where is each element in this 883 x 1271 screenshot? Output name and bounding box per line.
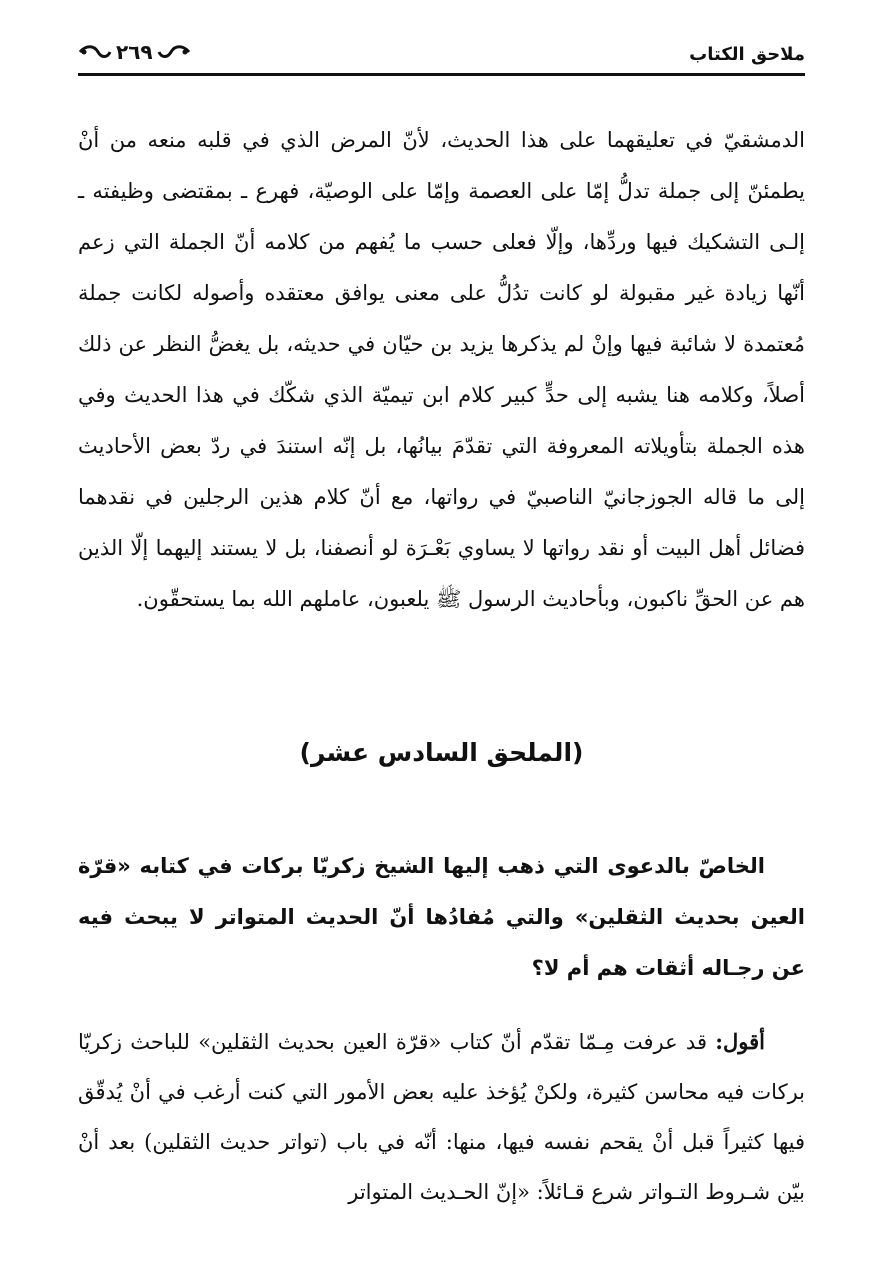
ornament-right-icon [157, 43, 191, 61]
ornament-left-icon [78, 43, 112, 61]
paragraph-continued: الدمشقيّ في تعليقهما على هذا الحديث، لأنّ المرض الذي في قلبه منعه من أنْ يطمئنّ إلى جملة تدلُّ إمّا على العصمة وإمّا على الوصيّة، فهرع ـ بمقتضى وظيفته ـ إلـى التشكيك فيها وردِّها، وإلّا فعلى حسب ما يُفهم من كلامه أنّ الجملة التي زعم أنّها زيادة غير مقبولة لو كانت تدُلُّ على معنى يوافق معتقده وأصوله لكانت جملة مُعتمدة لا شائبة فيها وإنْ لم يذكرها يزيد بن حيّان في حديثه، بل يغضُّ النظر عن ذلك أصلاً، وكلامه هنا يشبه إلى حدٍّ كبير كلام ابن تيميّة الذي شكّك في هذا الحديث وفي هذه الجملة بتأويلاته المعروفة التي تقدّمَ بيانُها، بل إنّه استندَ في ردّ بعض الأحاديث إلى ما قاله الجوزجانيّ الناصبيّ في رواتها، مع أنّ كلام هذين الرجلين في نقدهما فضائل أهل البيت أو نقد رواتها لا يساوي بَعْـرَة لو أنصفنا، بل لا يستند إليهما إلّا الذين هم عن الحقِّ ناكبون، وبأحاديث الرسول ﷺ يلعبون، عاملهم الله بما يستحقّون. [78, 128, 805, 611]
paragraph-discussion [78, 1017, 805, 1217]
section-title: (الملحق السادس عشر) [299, 738, 584, 767]
paragraph-lead: أقول: [715, 1029, 765, 1054]
header-rule [78, 73, 805, 76]
running-title: ملاحق الكتاب [689, 44, 805, 65]
page-header [78, 40, 805, 76]
page-number: ٢٦٩ [116, 40, 153, 64]
page-number-block [78, 40, 191, 64]
paragraph-text: قد عرفت مِـمّا تقدّم أنّ كتاب «قرّة العين بحديث الثقلين» للباحث زكريّا بركات فيه محاسن كثيرة، ولكنْ يُؤخذ عليه بعض الأمور التي كنت أرغب في أنْ يُدقّق فيها كثيراً قبل أنْ يقحم نفسه فيها، منها: أنّه في باب (تواتر حديث الثقلين) بعد أنْ بيّن شـروط التـواتر شرع قـائلاً: «إنّ الحـديث المتواتر [78, 1030, 805, 1204]
section-subtitle: الخاصّ بالدعوى التي ذهب إليها الشيخ زكريّا بركات في كتابه «قرّة العين بحديث الثقلين» والتي مُفادُها أنّ الحديث المتواتر لا يبحث فيه عن رجـاله أثقات هم أم لا؟ [78, 854, 805, 980]
